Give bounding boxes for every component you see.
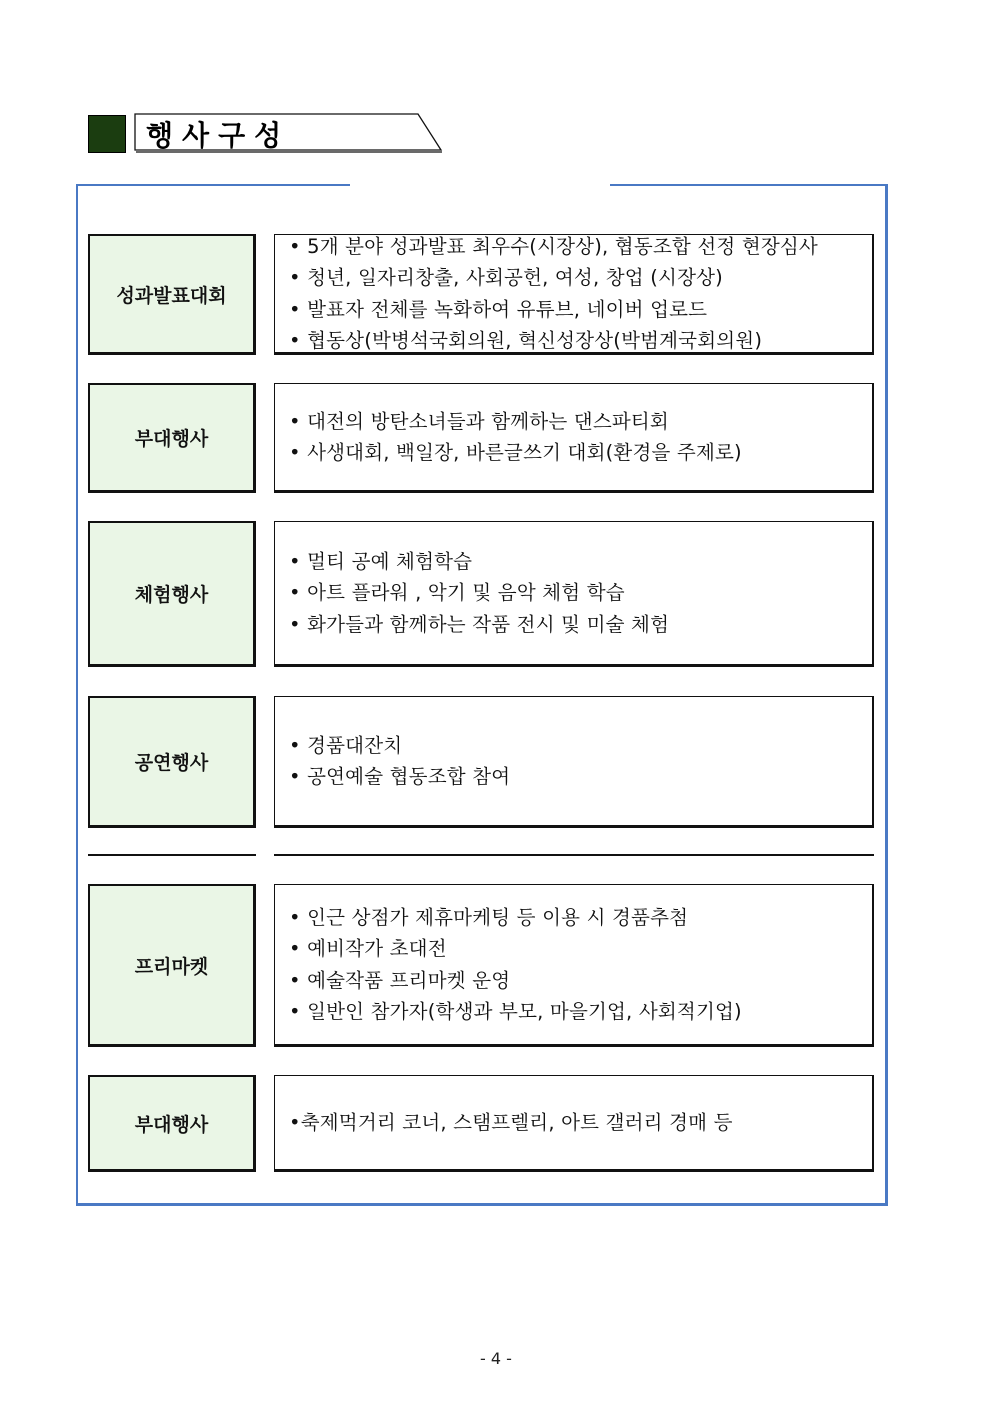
list-item: • 예비작가 초대전 bbox=[289, 937, 447, 960]
section-items-box bbox=[274, 234, 874, 355]
list-item: • 5개 분야 성과발표 최우수(시장상), 협동조합 선정 현장심사 bbox=[289, 234, 818, 258]
list-item: • 협동상(박병석국회의원, 혁신성장상(박범계국회의원) bbox=[289, 329, 763, 352]
list-item: • 청년, 일자리창출, 사회공헌, 여성, 창업 (시장상) bbox=[289, 266, 723, 289]
page-title: 행사구성 bbox=[146, 119, 291, 152]
page-number: - 4 - bbox=[480, 1349, 512, 1368]
list-item: • 대전의 방탄소녀들과 함께하는 댄스파티회 bbox=[289, 409, 669, 433]
list-item: • 인근 상점가 제휴마케팅 등 이용 시 경품추첨 bbox=[289, 905, 689, 929]
list-item: •축제먹거리 코너, 스탬프렐리, 아트 갤러리 경매 등 bbox=[289, 1110, 733, 1134]
divider-line bbox=[274, 854, 874, 856]
list-item: • 멀티 공예 체험학습 bbox=[289, 549, 473, 573]
list-item: • 경품대잔치 bbox=[289, 733, 403, 757]
heading-marker-square bbox=[88, 115, 126, 153]
section-label: 부대행사 bbox=[88, 383, 256, 493]
list-item: • 일반인 참가자(학생과 부모, 마을기업, 사회적기업) bbox=[289, 1000, 742, 1023]
frame-top-right-edge bbox=[610, 184, 888, 186]
list-item: • 예술작품 프리마켓 운영 bbox=[289, 968, 511, 992]
frame-top-left-edge bbox=[76, 184, 350, 186]
list-item: • 공연예술 협동조합 참여 bbox=[289, 765, 511, 788]
section-items-box bbox=[274, 521, 874, 667]
section-items-box bbox=[274, 1075, 874, 1172]
section-label: 부대행사 bbox=[88, 1075, 256, 1172]
list-item: • 사생대회, 백일장, 바른글쓰기 대회(환경을 주제로) bbox=[289, 441, 742, 464]
section-label: 체험행사 bbox=[88, 521, 256, 667]
list-item: • 아트 플라워 , 악기 및 음악 체험 학습 bbox=[289, 581, 625, 605]
section-label: 성과발표대회 bbox=[88, 234, 256, 355]
section-label: 프리마켓 bbox=[88, 884, 256, 1047]
section-items-box bbox=[274, 383, 874, 493]
section-label: 공연행사 bbox=[88, 696, 256, 828]
section-items-box bbox=[274, 884, 874, 1047]
list-item: • 화가들과 함께하는 작품 전시 및 미술 체험 bbox=[289, 612, 670, 636]
section-items-box bbox=[274, 696, 874, 828]
divider-line bbox=[88, 854, 256, 856]
heading-tab bbox=[134, 113, 444, 151]
list-item: • 발표자 전체를 녹화하여 유튜브, 네이버 업로드 bbox=[289, 297, 708, 321]
